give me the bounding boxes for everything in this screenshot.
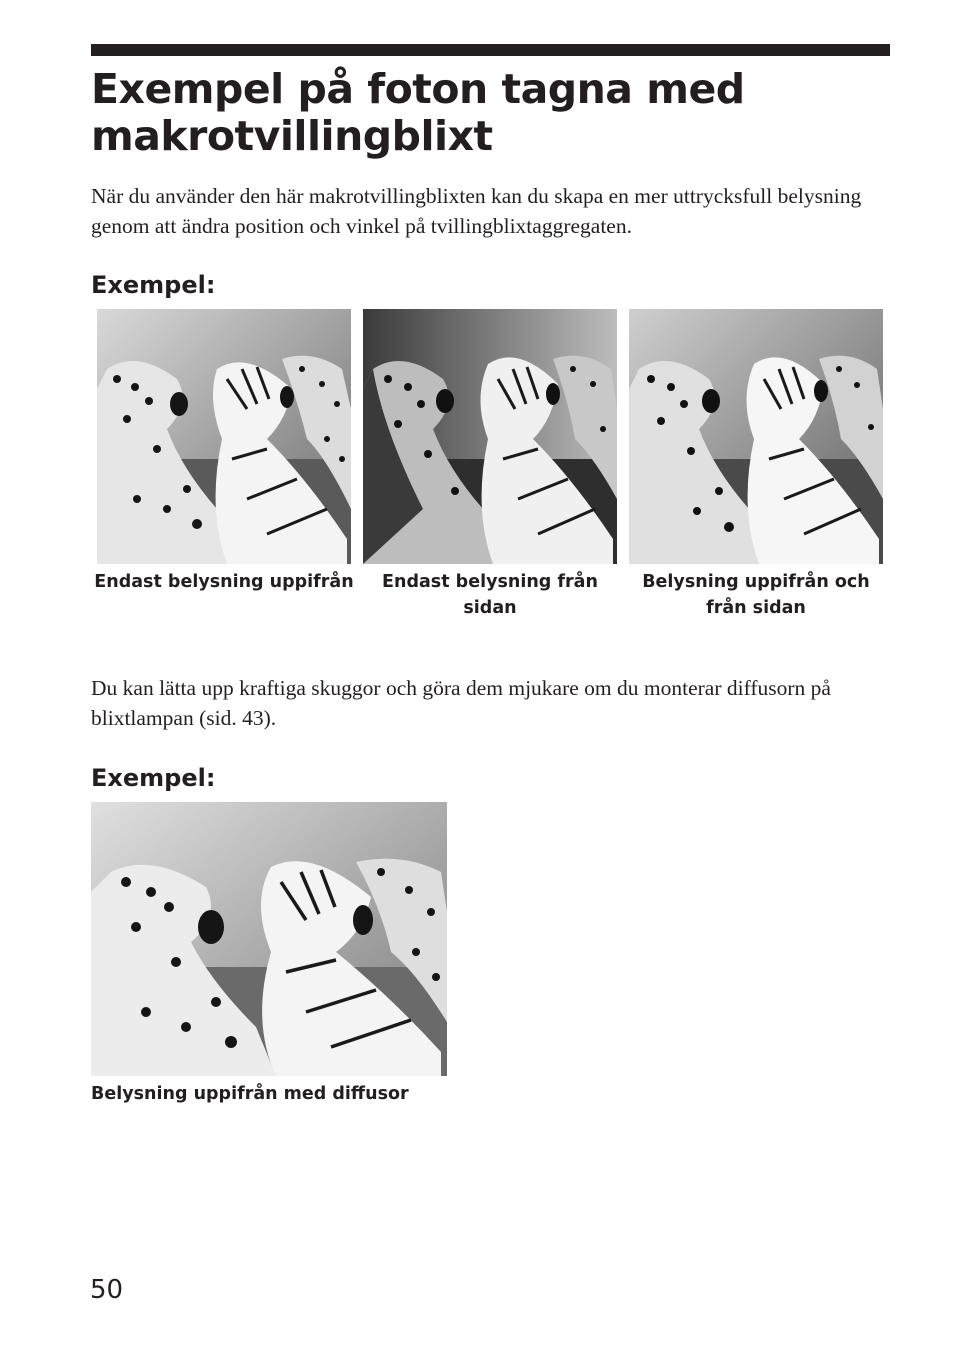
example-heading-2: Exempel: bbox=[91, 764, 216, 792]
page-number: 50 bbox=[90, 1275, 124, 1305]
caption-top-and-side-lighting: Belysning uppifrån och från sidan bbox=[642, 572, 870, 618]
header-rule bbox=[91, 44, 890, 56]
photo-top-lighting bbox=[97, 309, 351, 564]
page-title-line-2: makrotvillingblixt bbox=[91, 112, 493, 160]
caption-diffused-top-lighting: Belysning uppifrån med diffusor bbox=[91, 1084, 409, 1104]
page-title-line-1: Exempel på foton tagna med bbox=[91, 65, 745, 113]
intro-paragraph: När du använder den här makrotvillingblixten kan du skapa en mer uttrycksfull belysning genom att ändra position och vinkel på tvillingblixtaggregaten. bbox=[91, 184, 862, 238]
page-title bbox=[91, 66, 891, 160]
photo-diffused-top-lighting bbox=[91, 802, 447, 1076]
photo-side-lighting bbox=[363, 309, 617, 564]
photo-top-and-side-lighting bbox=[629, 309, 883, 564]
caption-top-lighting: Endast belysning uppifrån bbox=[94, 572, 354, 592]
example-heading-1: Exempel: bbox=[91, 271, 216, 299]
diffuser-paragraph: Du kan lätta upp kraftiga skuggor och göra dem mjukare om du monterar diffusorn på blixtlampan (sid. 43). bbox=[91, 676, 831, 730]
caption-side-lighting: Endast belysning från sidan bbox=[382, 572, 598, 618]
